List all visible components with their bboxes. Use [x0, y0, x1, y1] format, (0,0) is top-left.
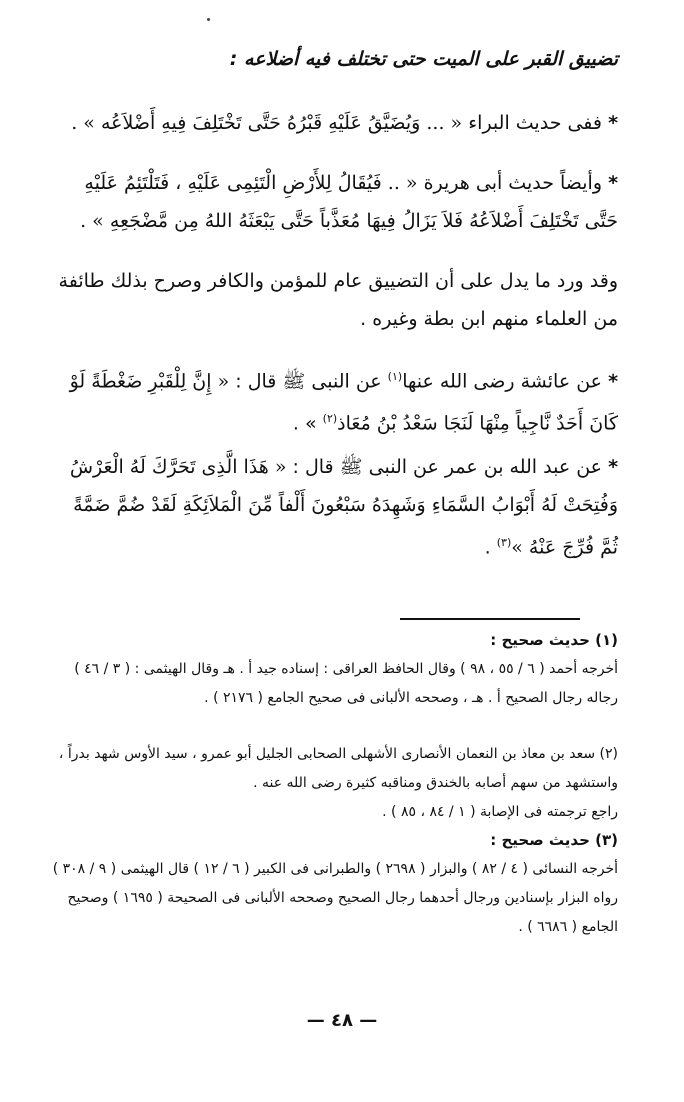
paragraph-lead: عن عبد الله بن عمر عن النبى ﷺ قال :: [292, 456, 603, 478]
paragraph-lead: وأيضاً حديث أبى هريرة: [423, 172, 603, 194]
quote-end: .: [484, 536, 491, 559]
footnote-heading: (٣) حديث صحيح :: [490, 831, 618, 849]
paragraph-lead: عن عائشة رضى الله عنها: [402, 370, 603, 393]
page-number: — ٤٨ —: [306, 1010, 378, 1031]
bullet-marker: *: [608, 112, 618, 134]
paragraph-abu-hurayra-hadith: [52, 164, 618, 240]
section-heading: تضييق القبر على الميت حتى تختلف فيه أضلاعه :: [229, 48, 618, 70]
footnote-text-2: راجع ترجمته فى الإصابة ( ١ / ٨٤ ، ٨٥ ) .: [382, 804, 618, 820]
hadith-quote: « إِنَّ لِلْقَبْرِ ضَغْطَةً لَوْ كَانَ أَحَدٌ نَّاجِياً مِنْهَا لَنَجَا سَعْدُ بْنُ مُعَاذ: [69, 370, 618, 435]
paragraph-ibn-umar-hadith: [52, 448, 618, 566]
hadith-quote: « .. فَيُقَالُ لِلأَرْضِ الْتَئِمِى عَلَيْهِ ، فَتَلْتَئِمُ عَلَيْهِ حَتَّى تَخْتَلِفَ أَضْلاَعُهُ فَلاَ يَزَالُ فِيهَا مُعَذَّباً حَتَّى يَبْعَثَهُ اللهُ مِن مَّضْجَعِهِ » .: [80, 172, 618, 232]
quote-end: » .: [292, 412, 317, 435]
bullet-marker: *: [608, 172, 618, 194]
paragraph-aisha-hadith: [52, 358, 618, 443]
footnote-text: أخرجه النسائى ( ٤ / ٨٢ ) والبزار ( ٢٦٩٨ ) والطبرانى فى الكبير ( ٦ / ١٢ ) قال الهيثمى ( ٩ / ٣٠٨ ) رواه البزار بإسنادين ورجال أحدهما رجال الصحيح وصححه الألبانى فى الصحيحة ( ١٦٩٥ ) وصحيح الجامع ( ٦٦٨٦ ) .: [52, 861, 618, 935]
paragraph-mid: عن النبى ﷺ قال :: [235, 370, 382, 393]
footnote-2: [52, 740, 618, 827]
hadith-quote: « ... وَيُضَيَّقُ عَلَيْهِ قَبْرُهُ حَتَّى تَخْتَلِفَ فِيهِ أَضْلاَعُه » .: [71, 112, 463, 134]
footnote-ref-1[interactable]: (١): [387, 370, 403, 383]
footnote-3: [52, 826, 618, 942]
footnote-heading: (١) حديث صحيح :: [490, 631, 618, 649]
footnote-text: أخرجه أحمد ( ٦ / ٥٥ ، ٩٨ ) وقال الحافظ العراقى : إسناده جيد أ . هـ وقال الهيثمى : ( ٣ / ٤٦ ) رجاله رجال الصحيح أ . هـ ، وصححه الألبانى فى صحيح الجامع ( ٢١٧٦ ) .: [74, 661, 618, 706]
footnote-1: [52, 626, 618, 713]
footnote-text: (٢) سعد بن معاذ بن النعمان الأنصارى الأشهلى الصحابى الجليل أبو عمرو ، سيد الأوس شهد بدراً ، واستشهد من سهم أصابه بالخندق ومناقبه كثيرة رضى الله عنه .: [58, 746, 618, 791]
footnote-separator: [400, 618, 580, 620]
bullet-marker: *: [608, 370, 618, 393]
footnote-ref-3[interactable]: (٣): [496, 536, 512, 549]
paragraph-commentary: وقد ورد ما يدل على أن التضييق عام للمؤمن والكافر وصرح بذلك طائفة من العلماء منهم ابن بطة وغيره .: [58, 270, 618, 330]
paragraph-bara-hadith: [52, 104, 618, 142]
bullet-marker: *: [608, 456, 618, 478]
paragraph-lead: ففى حديث البراء: [468, 112, 603, 134]
print-speck: [207, 18, 210, 21]
hadith-quote: « هَذَا الَّذِى تَحَرَّكَ لَهُ الْعَرْشُ وَفُتِحَتْ لَهُ أَبْوَابُ السَّمَاءِ وَشَهِدَهُ سَبْعُونَ أَلْفاً مِّنَ الْمَلاَئِكَةِ لَقَدْ ضُمَّ ضَمَّةً ثُمَّ فُرِّجَ عَنْهُ »: [69, 456, 618, 559]
footnote-ref-2[interactable]: (٢): [322, 412, 338, 426]
